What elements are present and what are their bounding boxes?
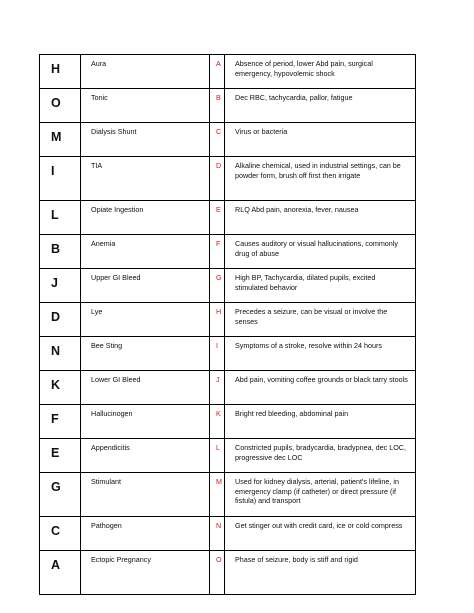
key-letter: C: [216, 127, 222, 136]
table-row: [40, 123, 416, 157]
key-letter-cell: [210, 405, 225, 439]
key-letter-cell: [210, 439, 225, 473]
key-letter-cell: [210, 473, 225, 517]
term-cell: [81, 55, 210, 89]
key-letter: A: [216, 59, 221, 68]
term-text: Tonic: [91, 93, 108, 102]
answer-letter-cell: [40, 235, 81, 269]
key-letter: J: [216, 375, 220, 384]
answer-letter: B: [51, 242, 61, 256]
definition-cell: [225, 405, 416, 439]
answer-letter-cell: [40, 371, 81, 405]
definition-cell: [225, 337, 416, 371]
key-letter-cell: [210, 371, 225, 405]
answer-letter: O: [51, 96, 61, 110]
definition-text: RLQ Abd pain, anorexia, fever, nausea: [235, 205, 359, 214]
table-row: [40, 517, 416, 551]
definition-cell: [225, 439, 416, 473]
term-cell: [81, 405, 210, 439]
answer-letter: E: [51, 446, 60, 460]
definition-text: Causes auditory or visual hallucinations, commonly drug of abuse: [235, 239, 398, 258]
key-letter-cell: [210, 517, 225, 551]
key-letter-cell: [210, 551, 225, 595]
definition-cell: [225, 269, 416, 303]
answer-letter: G: [51, 480, 61, 494]
term-cell: [81, 89, 210, 123]
table-row: [40, 269, 416, 303]
definition-text: High BP, Tachycardia, dilated pupils, excited stimulated behavior: [235, 273, 376, 292]
term-cell: [81, 517, 210, 551]
term-text: Appendicitis: [91, 443, 130, 452]
key-letter-cell: [210, 337, 225, 371]
definition-cell: [225, 551, 416, 595]
answer-letter-cell: [40, 89, 81, 123]
answer-letter-cell: [40, 303, 81, 337]
answer-letter: D: [51, 310, 61, 324]
definition-cell: [225, 157, 416, 201]
key-letter: H: [216, 307, 222, 316]
table-row: [40, 201, 416, 235]
term-cell: [81, 551, 210, 595]
answer-letter-cell: [40, 269, 81, 303]
key-letter-cell: [210, 123, 225, 157]
term-text: Lower GI Bleed: [91, 375, 141, 384]
key-letter: M: [216, 477, 222, 486]
table-row: [40, 303, 416, 337]
answer-letter-cell: [40, 201, 81, 235]
answer-letter: A: [51, 558, 61, 572]
table-row: [40, 55, 416, 89]
answer-letter: I: [51, 164, 55, 178]
definition-text: Used for kidney dialysis, arterial, patient's lifeline, in emergency clamp (if catheter) or direct pressure (if fistula) and transport: [235, 477, 399, 505]
answer-letter: N: [51, 344, 61, 358]
definition-text: Precedes a seizure, can be visual or involve the senses: [235, 307, 388, 326]
key-letter: K: [216, 409, 221, 418]
term-text: Dialysis Shunt: [91, 127, 137, 136]
definition-text: Phase of seizure, body is stiff and rigid: [235, 555, 358, 564]
term-cell: [81, 439, 210, 473]
term-text: Hallucinogen: [91, 409, 133, 418]
key-letter: D: [216, 161, 222, 170]
term-cell: [81, 303, 210, 337]
definition-text: Absence of period, lower Abd pain, surgical emergency, hypovolemic shock: [235, 59, 373, 78]
definition-text: Constricted pupils, bradycardia, bradypnea, dec LOC, progressive dec LOC: [235, 443, 406, 462]
answer-letter-cell: [40, 123, 81, 157]
definition-text: Alkaline chemical, used in industrial settings, can be powder form, brush off first then irrigate: [235, 161, 401, 180]
term-text: TIA: [91, 161, 103, 170]
answer-letter-cell: [40, 517, 81, 551]
definition-cell: [225, 123, 416, 157]
term-text: Stimulant: [91, 477, 121, 486]
term-text: Aura: [91, 59, 107, 68]
term-cell: [81, 473, 210, 517]
table-row: [40, 551, 416, 595]
definition-text: Dec RBC, tachycardia, pallor, fatigue: [235, 93, 353, 102]
key-letter: N: [216, 521, 222, 530]
table-row: [40, 473, 416, 517]
answer-letter-cell: [40, 551, 81, 595]
key-letter-cell: [210, 55, 225, 89]
term-text: Upper GI Bleed: [91, 273, 141, 282]
table-row: [40, 439, 416, 473]
definition-text: Bright red bleeding, abdominal pain: [235, 409, 349, 418]
key-letter-cell: [210, 235, 225, 269]
key-letter: E: [216, 205, 221, 214]
term-text: Anemia: [91, 239, 116, 248]
answer-letter-cell: [40, 473, 81, 517]
table-row: [40, 89, 416, 123]
key-letter-cell: [210, 269, 225, 303]
key-letter: I: [216, 341, 218, 350]
definition-text: Virus or bacteria: [235, 127, 288, 136]
term-cell: [81, 269, 210, 303]
answer-letter: C: [51, 524, 61, 538]
definition-cell: [225, 201, 416, 235]
key-letter-cell: [210, 303, 225, 337]
key-letter-cell: [210, 157, 225, 201]
definition-cell: [225, 235, 416, 269]
answer-letter: J: [51, 276, 58, 290]
term-text: Opiate Ingestion: [91, 205, 144, 214]
definition-cell: [225, 55, 416, 89]
answer-letter-cell: [40, 405, 81, 439]
definition-text: Abd pain, vomiting coffee grounds or black tarry stools: [235, 375, 408, 384]
answer-letter: M: [51, 130, 62, 144]
key-letter: B: [216, 93, 221, 102]
table-row: [40, 235, 416, 269]
term-cell: [81, 201, 210, 235]
key-letter: G: [216, 273, 222, 282]
table-row: [40, 371, 416, 405]
key-letter-cell: [210, 201, 225, 235]
key-letter-cell: [210, 89, 225, 123]
matching-table: [39, 54, 416, 595]
table-row: [40, 157, 416, 201]
term-cell: [81, 371, 210, 405]
term-text: Pathogen: [91, 521, 122, 530]
key-letter: L: [216, 443, 220, 452]
definition-cell: [225, 371, 416, 405]
definition-cell: [225, 473, 416, 517]
answer-letter: L: [51, 208, 59, 222]
table-row: [40, 337, 416, 371]
answer-letter-cell: [40, 337, 81, 371]
term-cell: [81, 157, 210, 201]
answer-letter: K: [51, 378, 61, 392]
answer-letter: H: [51, 62, 61, 76]
term-text: Bee Sting: [91, 341, 123, 350]
answer-letter-cell: [40, 55, 81, 89]
term-cell: [81, 235, 210, 269]
term-cell: [81, 123, 210, 157]
answer-letter: F: [51, 412, 59, 426]
definition-text: Get stinger out with credit card, ice or cold compress: [235, 521, 403, 530]
key-letter: O: [216, 555, 222, 564]
term-text: Ectopic Pregnancy: [91, 555, 151, 564]
definition-cell: [225, 89, 416, 123]
key-letter: F: [216, 239, 221, 248]
answer-letter-cell: [40, 157, 81, 201]
definition-cell: [225, 517, 416, 551]
definition-cell: [225, 303, 416, 337]
table-row: [40, 405, 416, 439]
term-text: Lye: [91, 307, 103, 316]
term-cell: [81, 337, 210, 371]
answer-letter-cell: [40, 439, 81, 473]
definition-text: Symptoms of a stroke, resolve within 24 hours: [235, 341, 383, 350]
